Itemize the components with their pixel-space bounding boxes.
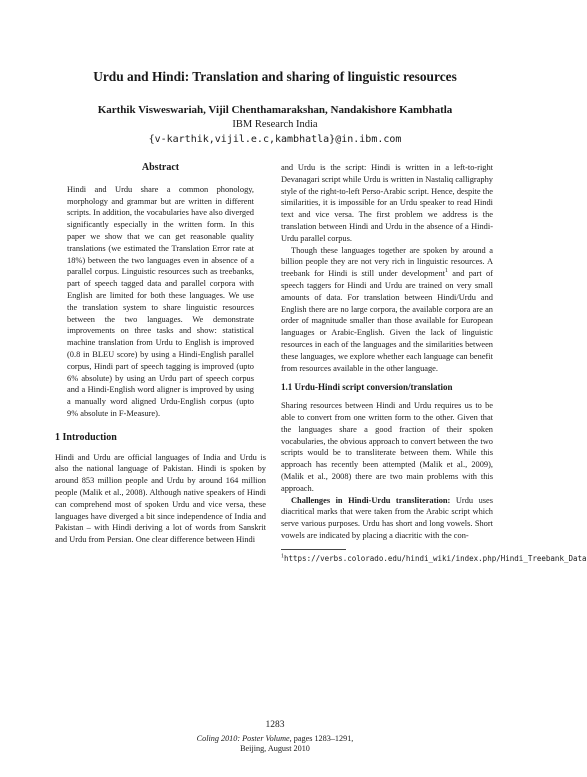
footnote-reference: 1 <box>444 268 448 275</box>
affiliation: IBM Research India <box>232 119 318 130</box>
intro-paragraph-2 <box>281 245 493 375</box>
author-list: Karthik Visweswariah, Vijil Chenthamarakshan, Nandakishore Kambhatla <box>97 104 453 116</box>
left-column <box>55 162 266 546</box>
subsection-paragraph-1: Sharing resources between Hindi and Urdu requires us to be able to convert from one written form to the other. Given that the languages share a good fraction of their spoken vocabularies, the obvious approach to convert between the two scripts would be to transliterate between them. While this approach has recently been attempted (Malik et al., 2009), (Malik et al., 2008) there are two main problems with this approach. <box>281 401 493 493</box>
paper-title: Urdu and Hindi: Translation and sharing of linguistic resources <box>93 69 457 84</box>
intro-paragraph-1: Hindi and Urdu are official languages of India and Urdu is also the national language of Pakistan. Hindi is spoken by around 853 million people and Urdu by around 164 million people (Malik et al., 2008). Although native speakers of Hindi can comprehend most of spoken Urdu and vice versa, these languages have diverged a bit since independence of India and Pakistan – with Hindi deriving a lot of words from Sanskrit and Urdu from Persian. One clear difference between Hindi <box>55 452 266 545</box>
page-number: 1283 <box>265 720 285 730</box>
right-column <box>281 162 587 563</box>
footnote <box>281 553 587 564</box>
abstract-heading: Abstract <box>141 162 180 173</box>
venue-line <box>0 734 550 744</box>
footnote-divider <box>281 549 346 550</box>
author-emails: {v-karthik,vijil.e.c,kambhatla}@in.ibm.com <box>148 134 402 145</box>
intro-p2-part-b: and part of speech taggers for Hindi and Urdu are trained on very small amounts of data. For translation between Hindi/Urdu and English there are no large corpora, the available corpora are an order of magnitude smaller than those available for European languages or Arabic-English. Given the lack of linguistic resources in each of the languages and the similarities between these languages, we explore whether each language can benefit from resources available in the other language. <box>281 269 493 373</box>
section-heading-introduction: 1 Introduction <box>55 431 117 443</box>
subsection-heading: 1.1 Urdu-Hindi script conversion/translation <box>281 382 453 393</box>
footnote-mark: 1 <box>281 553 284 560</box>
intro-paragraph-1-continued: and Urdu is the script: Hindi is written in a left-to-right Devanagari script while Urdu is written in Nastaliq calligraphy style of the right-to-left Perso-Arabic script. Hence, despite the similarities, it is impossible for an Urdu speaker to read Hindi text and vice versa. The first problem we address is the translation between Hindi and Urdu in the absence of a Hindi-Urdu parallel corpus. <box>281 163 493 243</box>
subsection-paragraph-2 <box>281 495 493 542</box>
venue-pages: , pages 1283–1291, <box>289 734 354 743</box>
challenges-text: Urdu uses diacritical marks that were taken from the Arabic script which serve various purposes. Urdu has short and long vowels. Short vowels are indicated by placing a diacritic with the con- <box>281 495 493 540</box>
abstract-text: Hindi and Urdu share a common phonology, morphology and grammar but are written in different scripts. In addition, the vocabularies have also diverged significantly especially in the written form. In this paper we show that we can get reasonable quality translations (we estimated the Translation Error rate at 18%) between the two languages even in absence of a parallel corpus. Linguistic resources such as treebanks, part of speech tagged data and parallel corpora with English are limited for both these languages. We use the translation system to share linguistic resources between the two languages. We demonstrate improvements on three tasks and show: statistical machine translation from Urdu to English is improved (0.8 in BLEU score) by using a Hindi-English parallel corpus, Hindi part of speech tagging is improved (upto 6% absolute) by using an Urdu part of speech corpus and a Hindi-English word aligner is improved by using a manually word aligned Urdu-English corpus (upto 9% absolute in F-Measure). <box>67 184 254 418</box>
venue-name: Coling 2010: Poster Volume <box>196 734 290 743</box>
venue-info <box>0 734 550 754</box>
challenges-run-in-heading: Challenges in Hindi-Urdu transliteration: <box>291 495 451 505</box>
venue-location: Beijing, August 2010 <box>240 744 310 753</box>
intro-p2-part-a: Though these languages together are spoken by around a billion people they are not very rich in linguistic resources. A treebank for Hindi is still under development <box>281 245 493 279</box>
footnote-url: https://verbs.colorado.edu/hindi_wiki/index.php/Hindi_Treebank_Data <box>284 553 587 563</box>
